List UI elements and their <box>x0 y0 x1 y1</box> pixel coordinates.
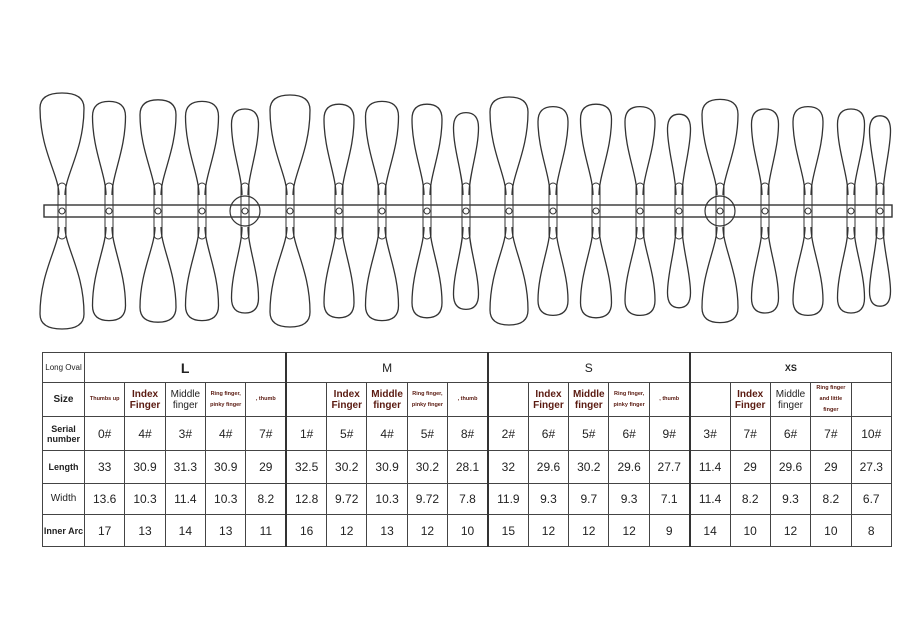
serial-cell: 10# <box>851 417 891 451</box>
size-label: Size <box>43 383 85 417</box>
nail-tip-upper <box>581 104 612 195</box>
finger-label-15: , thumb <box>649 383 689 417</box>
nail-connector-dot <box>424 208 430 214</box>
group-L: L <box>85 353 287 383</box>
inner-arc-cell: 12 <box>770 515 810 547</box>
width-row <box>43 484 892 515</box>
finger-label-16 <box>690 383 730 417</box>
serial-cell: 5# <box>407 417 447 451</box>
width-cell: 10.3 <box>125 484 165 515</box>
finger-label-13: Middle finger <box>569 383 609 417</box>
length-label: Length <box>43 451 85 484</box>
nail-tip-upper <box>702 99 738 195</box>
inner-arc-cell: 14 <box>690 515 730 547</box>
nail-connector-dot <box>59 208 65 214</box>
nail-tip-lower <box>324 227 354 318</box>
width-cell: 6.7 <box>851 484 891 515</box>
serial-cell: 1# <box>286 417 326 451</box>
inner-arc-cell: 12 <box>528 515 568 547</box>
inner-arc-cell: 13 <box>367 515 407 547</box>
nail-connector-dot <box>155 208 161 214</box>
inner-arc-cell: 8 <box>851 515 891 547</box>
group-row <box>43 353 892 383</box>
width-cell: 8.2 <box>246 484 286 515</box>
finger-label-14: Ring finger, pinky finger <box>609 383 649 417</box>
inner-arc-cell: 12 <box>569 515 609 547</box>
nail-tip-lower <box>581 227 612 318</box>
serial-cell: 7# <box>246 417 286 451</box>
length-cell: 27.7 <box>649 451 689 484</box>
nail-tip-lower <box>140 227 176 322</box>
length-cell: 30.9 <box>206 451 246 484</box>
serial-cell: 5# <box>327 417 367 451</box>
nail-tip-lower <box>412 227 442 318</box>
nail-tip-upper <box>324 104 354 195</box>
nail-tip-lower <box>838 227 865 313</box>
nail-tip-upper <box>232 109 259 195</box>
inner-arc-cell: 15 <box>488 515 528 547</box>
length-cell: 30.2 <box>327 451 367 484</box>
nail-connector-dot <box>242 208 248 214</box>
width-cell: 8.2 <box>811 484 851 515</box>
length-row <box>43 451 892 484</box>
width-cell: 8.2 <box>730 484 770 515</box>
finger-label-17: Index Finger <box>730 383 770 417</box>
inner-arc-cell: 9 <box>649 515 689 547</box>
inner-arc-cell: 10 <box>448 515 488 547</box>
width-cell: 7.8 <box>448 484 488 515</box>
inner-arc-cell: 11 <box>246 515 286 547</box>
inner-arc-cell: 16 <box>286 515 326 547</box>
serial-cell: 2# <box>488 417 528 451</box>
serial-cell: 4# <box>206 417 246 451</box>
serial-cell: 4# <box>125 417 165 451</box>
width-cell: 10.3 <box>206 484 246 515</box>
finger-label-6 <box>286 383 326 417</box>
length-cell: 32.5 <box>286 451 326 484</box>
width-cell: 9.3 <box>528 484 568 515</box>
width-cell: 9.72 <box>327 484 367 515</box>
width-cell: 9.72 <box>407 484 447 515</box>
serial-cell: 7# <box>811 417 851 451</box>
nail-tip-lower <box>366 227 399 321</box>
inner-arc-cell: 13 <box>206 515 246 547</box>
length-cell: 30.9 <box>367 451 407 484</box>
serial-cell: 6# <box>609 417 649 451</box>
nail-connector-dot <box>463 208 469 214</box>
nail-tip-upper <box>625 107 655 195</box>
nail-connector-dot <box>676 208 682 214</box>
nail-tip-lower <box>702 227 738 323</box>
length-cell: 30.9 <box>125 451 165 484</box>
finger-label-9: Ring finger, pinky finger <box>407 383 447 417</box>
finger-label-18: Middle finger <box>770 383 810 417</box>
nail-connector-dot <box>379 208 385 214</box>
length-cell: 29.6 <box>528 451 568 484</box>
serial-cell: 6# <box>770 417 810 451</box>
nail-tip-upper <box>40 93 84 195</box>
width-cell: 9.3 <box>770 484 810 515</box>
length-cell: 32 <box>488 451 528 484</box>
serial-row <box>43 417 892 451</box>
inner-arc-cell: 12 <box>609 515 649 547</box>
width-cell: 9.7 <box>569 484 609 515</box>
length-cell: 29.6 <box>609 451 649 484</box>
nail-tip-upper <box>538 107 568 195</box>
nail-tip-upper <box>490 97 528 195</box>
width-cell: 10.3 <box>367 484 407 515</box>
finger-label-1: Thumbs up <box>85 383 125 417</box>
length-cell: 29 <box>811 451 851 484</box>
width-cell: 7.1 <box>649 484 689 515</box>
serial-cell: 6# <box>528 417 568 451</box>
length-cell: 33 <box>85 451 125 484</box>
nail-connector-dot <box>877 208 883 214</box>
nail-tip-upper <box>93 101 126 195</box>
nail-tip-upper <box>412 104 442 195</box>
length-cell: 11.4 <box>690 451 730 484</box>
nail-connector-dot <box>637 208 643 214</box>
nail-tip-upper <box>838 109 865 195</box>
finger-label-10: , thumb <box>448 383 488 417</box>
nail-connector-dot <box>848 208 854 214</box>
serial-cell: 5# <box>569 417 609 451</box>
nail-connector-dot <box>550 208 556 214</box>
width-label: Width <box>43 484 85 515</box>
length-cell: 28.1 <box>448 451 488 484</box>
nail-tip-upper <box>793 107 823 195</box>
length-cell: 31.3 <box>165 451 205 484</box>
nail-tip-lower <box>270 227 310 327</box>
width-cell: 11.4 <box>165 484 205 515</box>
group-XS: XS <box>690 353 892 383</box>
nail-tip-lower <box>232 227 259 313</box>
nail-tip-upper <box>366 101 399 195</box>
nail-connector-dot <box>593 208 599 214</box>
finger-label-3: Middle finger <box>165 383 205 417</box>
nail-tip-lower <box>752 227 779 313</box>
inner-arc-cell: 13 <box>125 515 165 547</box>
nail-tip-lower <box>793 227 823 315</box>
nail-tip-lower <box>490 227 528 325</box>
nail-tip-lower <box>538 227 568 315</box>
length-cell: 30.2 <box>407 451 447 484</box>
inner-arc-cell: 17 <box>85 515 125 547</box>
width-cell: 12.8 <box>286 484 326 515</box>
corner-label: Long Oval <box>43 353 85 383</box>
finger-label-11 <box>488 383 528 417</box>
finger-label-7: Index Finger <box>327 383 367 417</box>
serial-cell: 4# <box>367 417 407 451</box>
inner-arc-cell: 12 <box>407 515 447 547</box>
inner-arc-cell: 12 <box>327 515 367 547</box>
length-cell: 27.3 <box>851 451 891 484</box>
finger-label-20 <box>851 383 891 417</box>
nail-connector-dot <box>287 208 293 214</box>
length-cell: 30.2 <box>569 451 609 484</box>
nail-connector-dot <box>805 208 811 214</box>
finger-label-5: , thumb <box>246 383 286 417</box>
nail-tip-upper <box>186 101 219 195</box>
serial-cell: 7# <box>730 417 770 451</box>
finger-label-8: Middle finger <box>367 383 407 417</box>
nail-size-table <box>42 352 892 547</box>
group-S: S <box>488 353 690 383</box>
nail-tip-lower <box>40 227 84 329</box>
group-M: M <box>286 353 488 383</box>
length-cell: 29 <box>246 451 286 484</box>
width-cell: 9.3 <box>609 484 649 515</box>
width-cell: 13.6 <box>85 484 125 515</box>
size-row <box>43 383 892 417</box>
inner-arc-cell: 10 <box>811 515 851 547</box>
nail-tip-upper <box>270 95 310 195</box>
finger-label-12: Index Finger <box>528 383 568 417</box>
length-cell: 29.6 <box>770 451 810 484</box>
nail-connector-dot <box>717 208 723 214</box>
serial-cell: 0# <box>85 417 125 451</box>
width-cell: 11.9 <box>488 484 528 515</box>
nail-tip-upper <box>752 109 779 195</box>
finger-label-2: Index Finger <box>125 383 165 417</box>
finger-label-4: Ring finger, pinky finger <box>206 383 246 417</box>
nail-tip-lower <box>93 227 126 321</box>
serial-label: Serial number <box>43 417 85 451</box>
nail-connector-dot <box>106 208 112 214</box>
inner-arc-cell: 14 <box>165 515 205 547</box>
nail-tip-lower <box>625 227 655 315</box>
serial-cell: 3# <box>165 417 205 451</box>
serial-cell: 3# <box>690 417 730 451</box>
nail-tip-upper <box>140 100 176 195</box>
length-cell: 29 <box>730 451 770 484</box>
serial-cell: 8# <box>448 417 488 451</box>
inner-arc-row <box>43 515 892 547</box>
serial-cell: 9# <box>649 417 689 451</box>
nail-connector-dot <box>336 208 342 214</box>
nail-connector-dot <box>762 208 768 214</box>
finger-label-19: Ring finger and little finger <box>811 383 851 417</box>
nail-connector-dot <box>199 208 205 214</box>
nail-connector-dot <box>506 208 512 214</box>
width-cell: 11.4 <box>690 484 730 515</box>
nail-tip-lower <box>186 227 219 321</box>
inner-arc-label: Inner Arc <box>43 515 85 547</box>
inner-arc-cell: 10 <box>730 515 770 547</box>
